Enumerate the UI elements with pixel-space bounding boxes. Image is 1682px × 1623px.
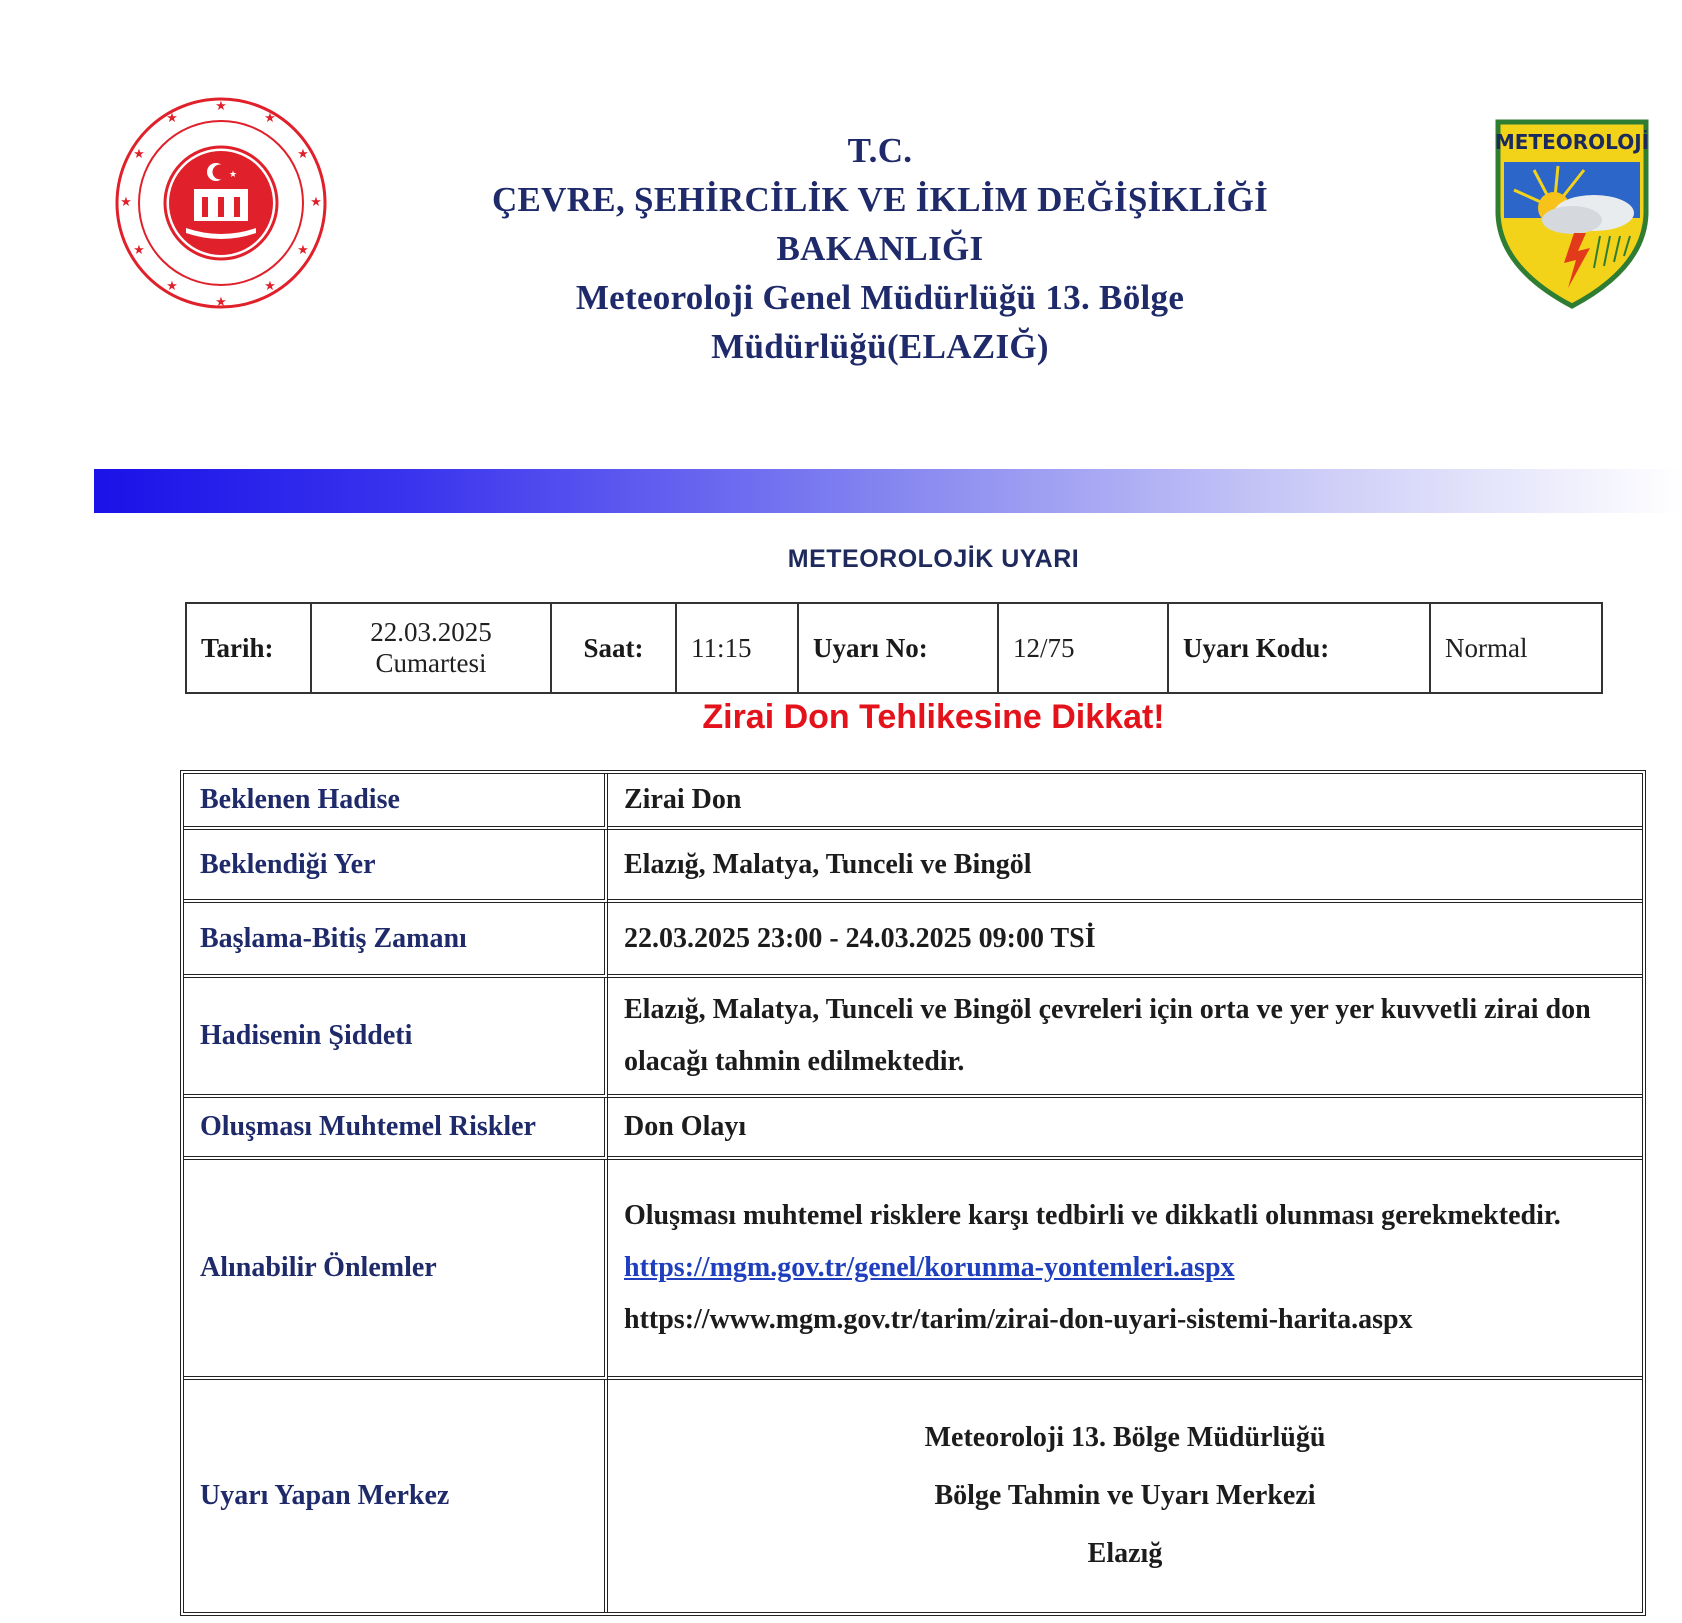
center-line1: Meteoroloji 13. Bölge Müdürlüğü xyxy=(924,1422,1326,1453)
svg-text:★: ★ xyxy=(215,295,227,310)
detail-row-risks xyxy=(184,1098,1642,1160)
meteoroloji-logo-text: METEOROLOJİ xyxy=(1494,130,1650,154)
header-directorate-line2: Müdürlüğü(ELAZIĞ) xyxy=(711,327,1049,366)
event-value: Zirai Don xyxy=(608,774,1642,830)
place-label: Beklendiği Yer xyxy=(184,830,608,903)
place-value: Elazığ, Malatya, Tunceli ve Bingöl xyxy=(608,830,1642,903)
header-tc: T.C. xyxy=(847,131,913,170)
svg-text:★: ★ xyxy=(133,147,145,162)
svg-text:★: ★ xyxy=(166,279,178,294)
alert-heading: Zirai Don Tehlikesine Dikkat! xyxy=(702,698,1165,736)
center-cell xyxy=(608,1380,1642,1612)
ministry-logo xyxy=(112,94,330,312)
severity-cell xyxy=(608,978,1642,1098)
warning-code-value: Normal xyxy=(1430,603,1602,693)
protection-methods-link[interactable]: https://mgm.gov.tr/genel/korunma-yontemleri.aspx xyxy=(624,1252,1235,1283)
svg-text:★: ★ xyxy=(166,111,178,126)
warning-info-table xyxy=(185,602,1603,694)
date-value: 22.03.2025 xyxy=(370,617,492,647)
warning-info-row xyxy=(186,603,1602,693)
warning-no-label: Uyarı No: xyxy=(798,603,998,693)
measures-label: Alınabilir Önlemler xyxy=(184,1160,608,1380)
frost-warning-map-url: https://www.mgm.gov.tr/tarim/zirai-don-uyari-sistemi-harita.aspx xyxy=(624,1304,1413,1335)
header-ministry-line2: BAKANLIĞI xyxy=(776,229,984,268)
center-line3: Elazığ xyxy=(1087,1538,1163,1569)
date-cell xyxy=(311,603,551,693)
detail-row-severity xyxy=(184,978,1642,1098)
time-range-label: Başlama-Bitiş Zamanı xyxy=(184,903,608,978)
header-directorate-line1: Meteoroloji Genel Müdürlüğü 13. Bölge xyxy=(575,278,1185,317)
svg-text:★: ★ xyxy=(310,195,322,210)
detail-row-center xyxy=(184,1380,1642,1612)
header-ministry-line1: ÇEVRE, ŞEHİRCİLİK VE İKLİM DEĞİŞİKLİĞİ xyxy=(491,180,1269,219)
document-title: METEOROLOJİK UYARI xyxy=(787,545,1080,573)
header-divider-bar xyxy=(94,469,1682,513)
svg-text:★: ★ xyxy=(297,243,309,258)
detail-row-place xyxy=(184,830,1642,903)
detail-row-time xyxy=(184,903,1642,978)
svg-text:★: ★ xyxy=(120,195,132,210)
risks-label: Oluşması Muhtemel Riskler xyxy=(184,1098,608,1160)
time-value: 11:15 xyxy=(676,603,798,693)
detail-row-measures xyxy=(184,1160,1642,1380)
center-label: Uyarı Yapan Merkez xyxy=(184,1380,608,1612)
detail-row-event xyxy=(184,774,1642,830)
warning-code-label: Uyarı Kodu: xyxy=(1168,603,1430,693)
measures-cell xyxy=(608,1160,1642,1380)
meteoroloji-logo xyxy=(1494,118,1650,310)
time-range-value: 22.03.2025 23:00 - 24.03.2025 09:00 TSİ xyxy=(608,903,1642,978)
event-label: Beklenen Hadise xyxy=(184,774,608,830)
risks-value: Don Olayı xyxy=(608,1098,1642,1160)
header-institution xyxy=(380,126,1380,371)
svg-text:★: ★ xyxy=(264,279,276,294)
severity-label: Hadisenin Şiddeti xyxy=(184,978,608,1098)
svg-text:★: ★ xyxy=(215,99,227,114)
severity-value: Elazığ, Malatya, Tunceli ve Bingöl çevreleri için orta ve yer yer kuvvetli zirai don olacağı tahmin edilmektedir. xyxy=(624,994,1591,1077)
svg-text:★: ★ xyxy=(133,243,145,258)
date-label: Tarih: xyxy=(186,603,311,693)
day-value: Cumartesi xyxy=(375,648,487,678)
svg-text:★: ★ xyxy=(229,170,238,180)
center-line2: Bölge Tahmin ve Uyarı Merkezi xyxy=(934,1480,1316,1511)
warning-no-value: 12/75 xyxy=(998,603,1168,693)
time-label: Saat: xyxy=(551,603,676,693)
svg-text:★: ★ xyxy=(297,147,309,162)
svg-text:★: ★ xyxy=(264,111,276,126)
warning-details-table xyxy=(180,770,1646,1616)
measures-text: Oluşması muhtemel risklere karşı tedbirli ve dikkatli olunması gerekmektedir. xyxy=(624,1200,1561,1231)
